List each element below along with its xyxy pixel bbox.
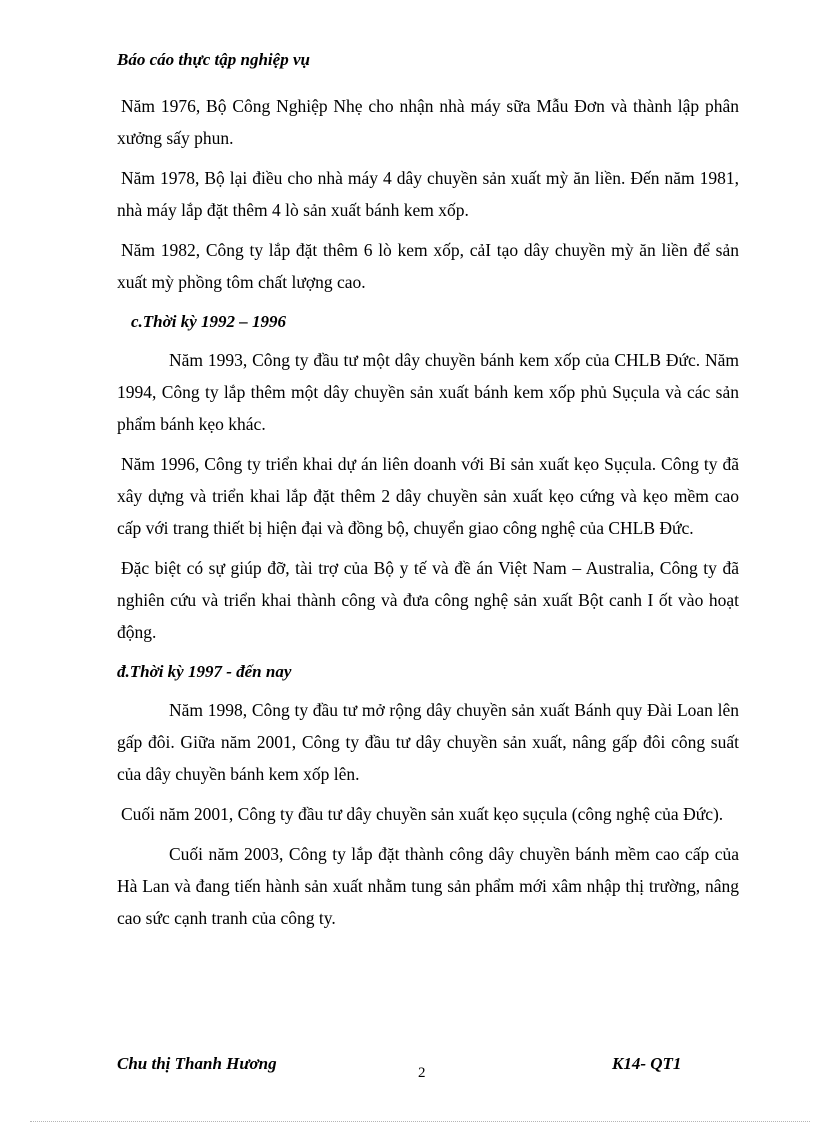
paragraph-1978: Năm 1978, Bộ lại điều cho nhà máy 4 dây chuyền sản xuất mỳ ăn liền. Đến năm 1981, nhà máy lắp đặt thêm 4 lò sản xuất bánh kem xốp. xyxy=(117,168,739,220)
paragraph-special: Đặc biệt có sự giúp đỡ, tài trợ của Bộ y tế và đề án Việt Nam – Australia, Công ty đã nghiên cứu và triển khai thành công và đưa công nghệ sản xuất Bột canh I ốt vào hoạt động. xyxy=(117,558,739,642)
paragraph-1998: Năm 1998, Công ty đầu tư mở rộng dây chuyền sản xuất Bánh quy Đài Loan lên gấp đôi. Giữa năm 2001, Công ty đầu tư dây chuyền sản xuất, nâng gấp đôi công suất của dây chuyền bánh kem xốp lên. xyxy=(117,700,739,784)
paragraph-1996: Năm 1996, Công ty triển khai dự án liên doanh với Bỉ sản xuất kẹo Sục̣ula. Công ty đã xây dựng và triển khai lắp đặt thêm 2 dây chuyền sản xuất kẹo cứng và kẹo mềm cao cấp với trang thiết bị hiện đại và đồng bộ, chuyển giao công nghệ của CHLB Đức. xyxy=(117,454,739,538)
document-body xyxy=(117,90,739,942)
paragraph-1976: Năm 1976, Bộ Công Nghiệp Nhẹ cho nhận nhà máy sữa Mẫu Đơn và thành lập phân xưởng sấy phun. xyxy=(117,96,739,148)
running-header: Báo cáo thực tập nghiệp vụ xyxy=(117,50,310,69)
paragraph-2003: Cuối năm 2003, Công ty lắp đặt thành công dây chuyền bánh mềm cao cấp của Hà Lan và đang tiến hành sản xuất nhằm tung sản phẩm mới xâm nhập thị trường, nâng cao sức cạnh tranh của công ty. xyxy=(117,844,739,928)
paragraph-1993: Năm 1993, Công ty đầu tư một dây chuyền bánh kem xốp của CHLB Đức. Năm 1994, Công ty lắp thêm một dây chuyền sản xuất bánh kem xốp phủ Sục̣ula và các sản phẩm bánh kẹo khác. xyxy=(117,350,739,434)
section-heading-c: c.Thời kỳ 1992 – 1996 xyxy=(131,312,287,331)
page-bottom-rule xyxy=(30,1121,810,1122)
paragraph-2001: Cuối năm 2001, Công ty đầu tư dây chuyền sản xuất kẹo sục̣ula (công nghệ của Đức). xyxy=(121,804,724,824)
footer-class-code: K14- QT1 xyxy=(612,1054,682,1073)
paragraph-1982: Năm 1982, Công ty lắp đặt thêm 6 lò kem xốp, cảI tạo dây chuyền mỳ ăn liền để sản xuất mỳ phồng tôm chất lượng cao. xyxy=(117,240,739,292)
footer-author: Chu thị Thanh Hương xyxy=(117,1054,277,1073)
section-heading-d: đ.Thời kỳ 1997 - đến nay xyxy=(117,662,292,681)
footer-page-number: 2 xyxy=(418,1065,426,1081)
